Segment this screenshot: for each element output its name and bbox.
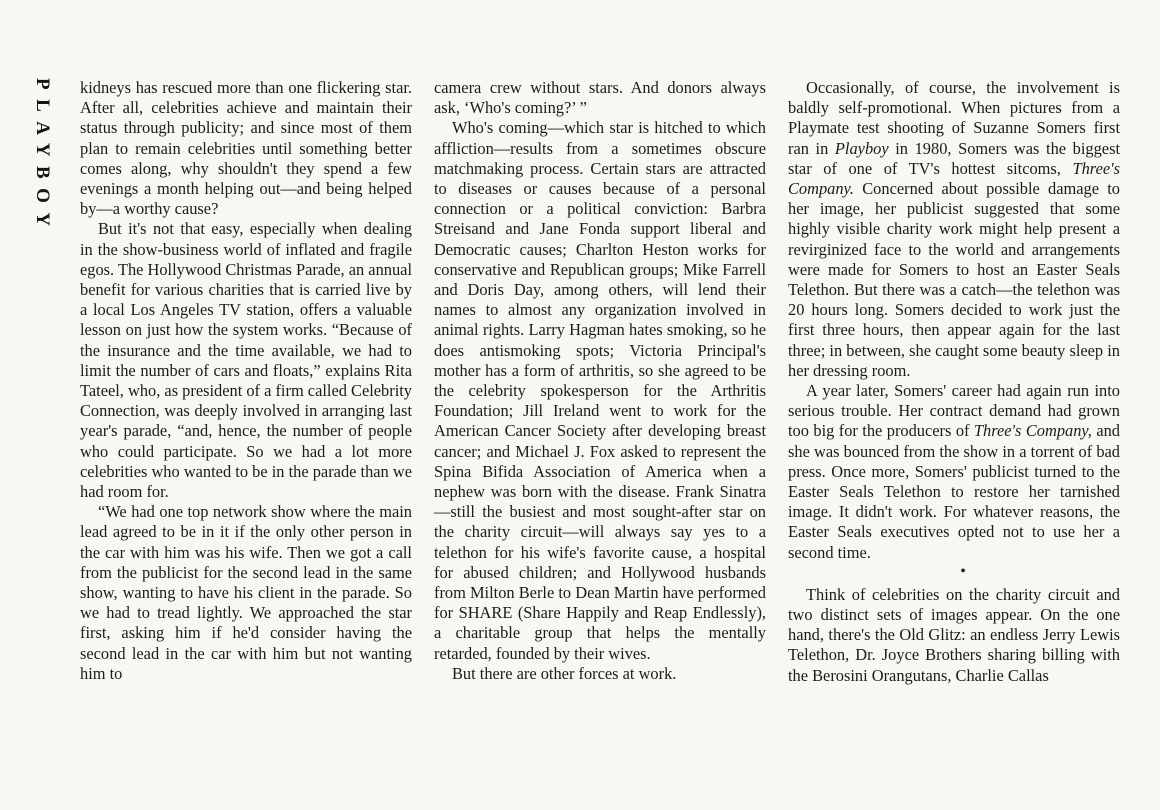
article-column-1 [80,78,412,684]
paragraph: “We had one top network show where the main lead agreed to be in it if the only other person in the car with him was his wife. Then we got a call from the publicist for the second lead in the same show, wanting to have his client in the parade. So we had to tread lightly. We approached the star first, asking him if he'd consider having the second lead in the car with him but not wanting him to [80,502,412,683]
paragraph [788,381,1120,563]
italic-title: Three's Company, [973,421,1092,441]
article-column-2 [434,78,766,684]
paragraph: But there are other forces at work. [452,663,677,683]
text-run: and she was bounced from the show in a torrent of bad press. Once more, Somers' publicist turned to the Easter Seals Telethon to restore her tarnished image. It didn't work. For whatever reasons, the Easter Seals executives opted not to use her a second time. [788,421,1120,562]
article-column-3 [788,78,1120,686]
section-divider-bullet: • [960,562,966,580]
paragraph: Think of celebrities on the charity circuit and two distinct sets of images appear. On the one hand, there's the Old Glitz: an endless Jerry Lewis Telethon, Dr. Joyce Brothers sharing billing with the Berosini Orangutans, Charlie Callas [788,584,1120,685]
text-run: in 1980, Somers was the biggest star of one of TV's hottest sitcoms, [788,138,1121,178]
paragraph: Who's coming—which star is hitched to which affliction—results from a sometimes obscure matchmaking process. Certain stars are attracted to diseases or causes because of a personal connection or a political conviction: Barbra Streisand and Jane Fonda support liberal and Democratic causes; Charlton Heston works for conservative and Republican groups; Mike Farrell and Doris Day, among others, will lend their names to almost any organization involved in animal rights. Larry Hagman hates smoking, so he does antismoking spots; Victoria Principal's mother has a form of arthritis, so she agreed to be the celebrity spokesperson for the Arthritis Foundation; Jill Ireland went to work for the American Cancer Society after developing breast cancer; and Michael J. Fox asked to represent the Spina Bifida Association of America when a nephew was born with the disease. Frank Sinatra—still the busiest and most sought-after star on the charity circuit—will always say yes to a telethon for his wife's favorite cause, a hospital for abused children; and Hollywood husbands from Milton Berle to Dean Martin have performed for SHARE (Share Happily and Reap Endlessly), a charitable group that helps the mentally retarded, founded by their wives. [434,118,766,663]
italic-title: Playboy [834,138,889,158]
paragraph: camera crew without stars. And donors always ask, ‘Who's coming?’ ” [434,78,766,118]
playboy-side-logo [24,78,53,258]
italic-title: Three's Company. [788,158,1120,199]
side-label: PLAYBOY [32,78,53,236]
paragraph: But it's not that easy, especially when dealing in the show-business world of inflated and fragile egos. The Hollywood Christmas Parade, an annual benefit for various charities that is carried live by a local Los Angeles TV station, offers a valuable lesson on just how the system works. “Because of the insurance and the time available, we had to limit the number of cars and floats,” explains Rita Tateel, who, as president of a firm called Celebrity Connection, was deeply involved in arranging last year's parade, “and, hence, the number of people who could participate. So we had a lot more celebrities who wanted to be in the parade than we had room for. [80,219,413,502]
text-run: Occasionally, of course, the involvement is baldly self-promotional. When pictures from a Playmate test shooting of Suzanne Somers first ran in [788,78,1120,158]
paragraph: kidneys has rescued more than one flickering star. After all, celebrities achieve and maintain their status through publicity; and since most of them plan to remain celebrities until something better comes along, why shouldn't they spend a few evenings a month helping out—and being helped by—a worthy cause? [80,78,412,219]
text-run: Concerned about possible damage to her image, her publicist suggested that some highly visible charity work might help present a revirginized face to the world and arrangements were made for Somers to host an Easter Seals Telethon. But there was a catch—the telethon was 20 hours long. Somers decided to work just the first three hours, then appear again for the last three; in between, she caught some beauty sleep in her dressing room. [788,179,1120,380]
text-run: A year later, Somers' career had again run into serious trouble. Her contract demand had grown too big for the producers of [788,381,1120,441]
paragraph [788,78,1120,381]
